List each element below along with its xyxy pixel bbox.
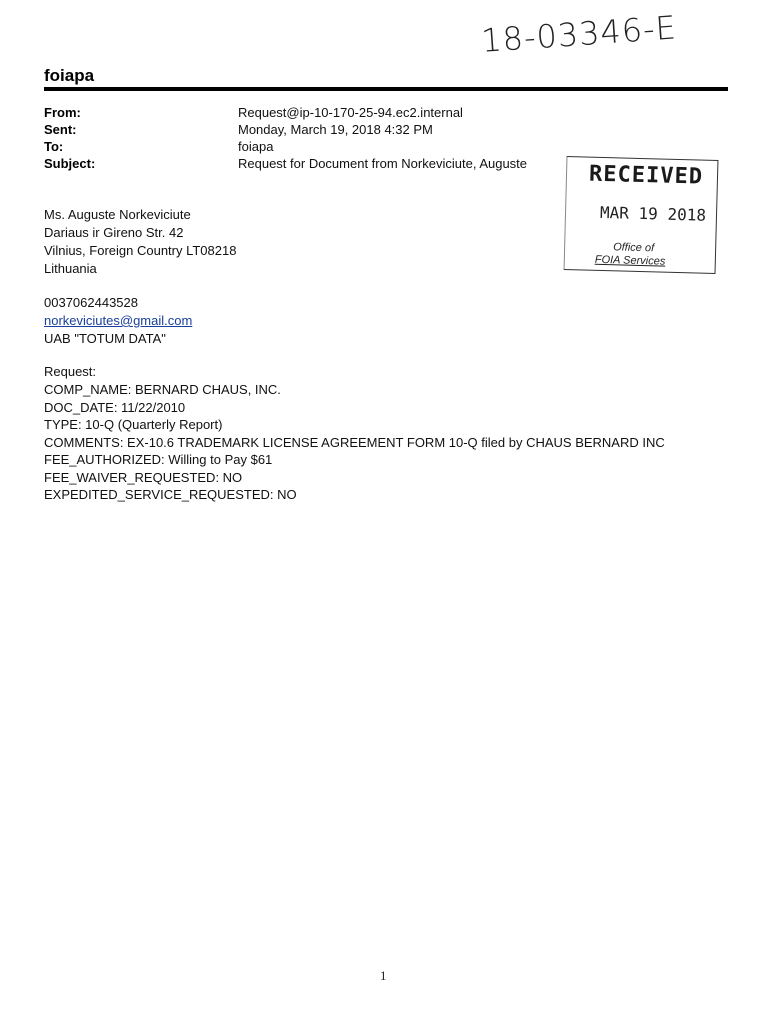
from-label: From: xyxy=(44,105,81,120)
mailbox-name: foiapa xyxy=(44,66,95,85)
request-comments: COMMENTS: EX-10.6 TRADEMARK LICENSE AGREEMENT FORM 10-Q filed by CHAUS BERNARD INC xyxy=(44,435,665,450)
request-comp-name: COMP_NAME: BERNARD CHAUS, INC. xyxy=(44,382,281,397)
request-heading: Request: xyxy=(44,364,97,379)
request-fee-waiver: FEE_WAIVER_REQUESTED: NO xyxy=(44,470,243,485)
requester-email-link[interactable]: norkeviciutes@gmail.com xyxy=(44,313,193,328)
to-value: foiapa xyxy=(238,139,274,154)
sent-value: Monday, March 19, 2018 4:32 PM xyxy=(238,122,433,137)
request-fee-authorized: FEE_AUTHORIZED: Willing to Pay $61 xyxy=(44,452,273,467)
requester-phone: 0037062443528 xyxy=(44,295,138,310)
subject-value: Request for Document from Norkeviciute, Auguste xyxy=(238,156,528,171)
to-label: To: xyxy=(44,139,64,154)
requester-city: Vilnius, Foreign Country LT08218 xyxy=(44,243,237,258)
requester-name: Ms. Auguste Norkeviciute xyxy=(44,207,191,222)
stamp-services: FOIA Services xyxy=(594,253,666,268)
request-doc-date: DOC_DATE: 11/22/2010 xyxy=(44,400,186,415)
subject-label: Subject: xyxy=(44,156,96,171)
stamp-date: MAR 19 2018 xyxy=(599,202,707,225)
from-value: Request@ip-10-170-25-94.ec2.internal xyxy=(238,105,463,120)
request-expedited: EXPEDITED_SERVICE_REQUESTED: NO xyxy=(44,487,297,502)
stamp-office: Office of xyxy=(612,241,655,255)
page-number: 1 xyxy=(380,968,387,983)
request-type: TYPE: 10-Q (Quarterly Report) xyxy=(44,417,223,432)
sent-label: Sent: xyxy=(44,122,77,137)
received-stamp xyxy=(564,156,719,274)
stamp-title: RECEIVED xyxy=(588,161,704,190)
handwritten-case-number: 18-03346-E xyxy=(480,8,679,60)
requester-country: Lithuania xyxy=(44,261,97,276)
requester-company: UAB "TOTUM DATA" xyxy=(44,331,166,346)
header-divider xyxy=(44,87,728,91)
requester-street: Dariaus ir Gireno Str. 42 xyxy=(44,225,184,240)
